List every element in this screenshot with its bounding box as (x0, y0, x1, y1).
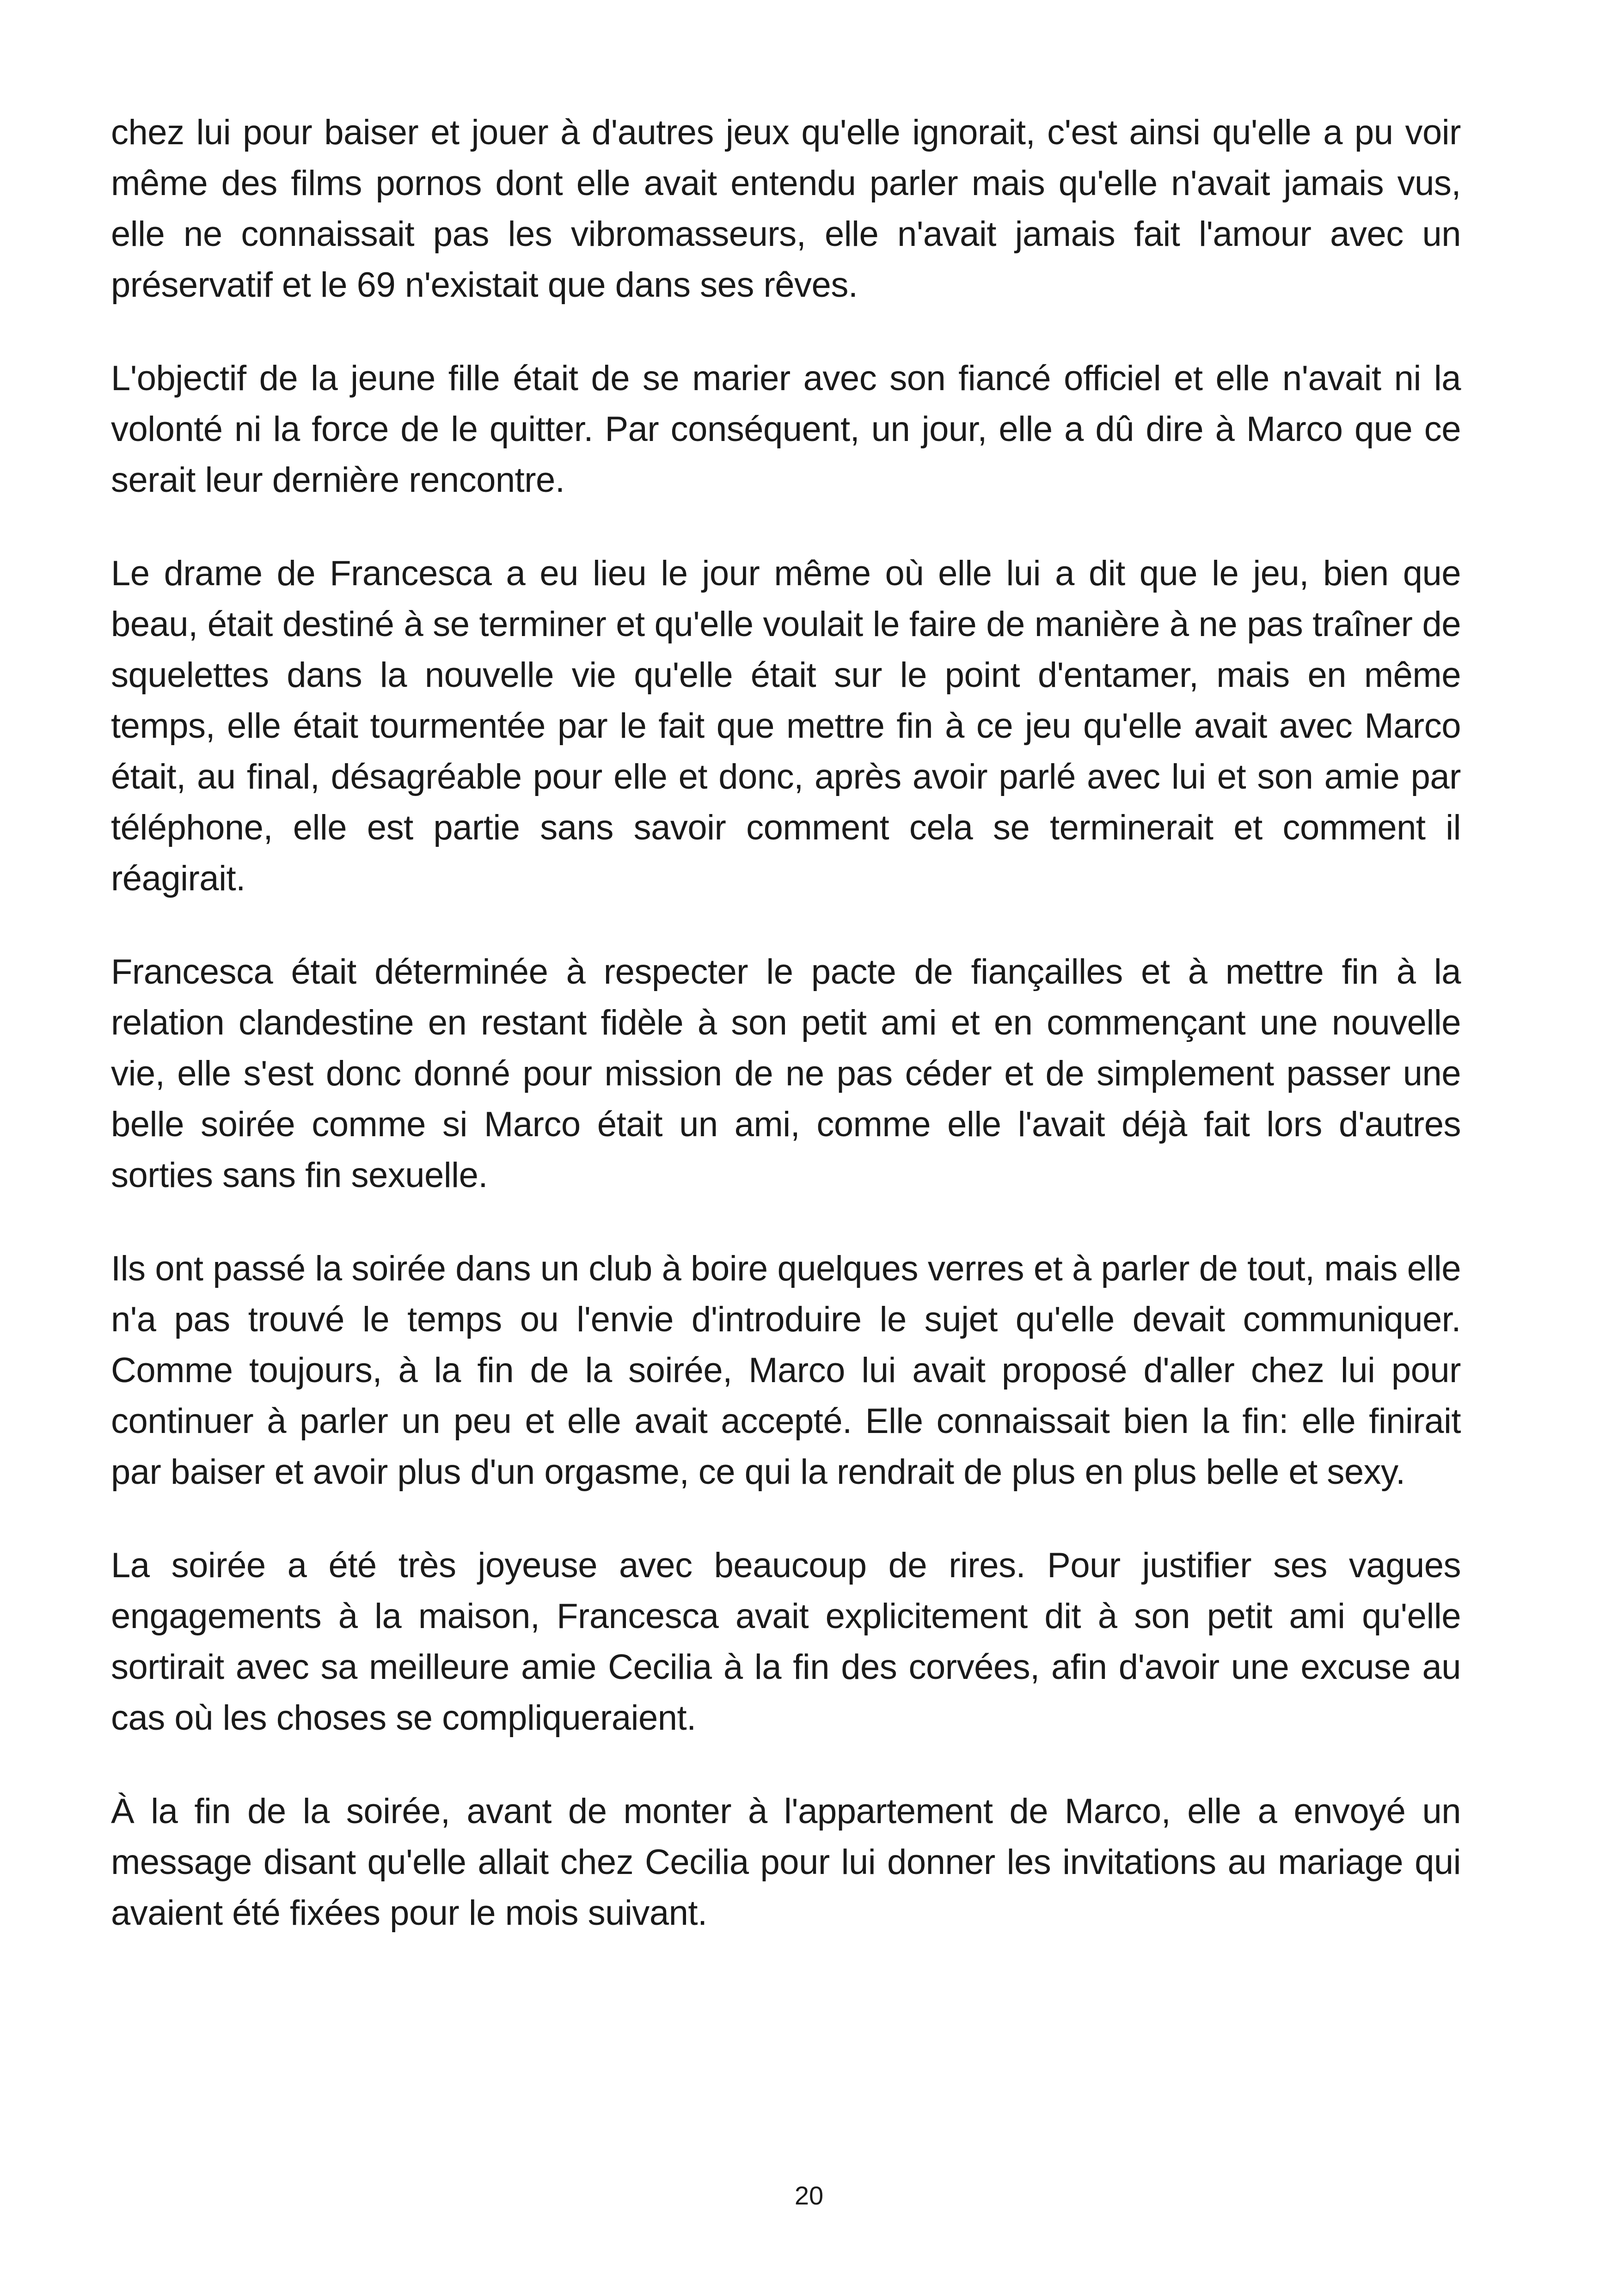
paragraph-7: À la fin de la soirée, avant de monter à l'appartement de Marco, elle a envoyé un message disant qu'elle allait chez Cecilia pour lui donner les invitations au mariage qui avaient été fixées pour le mois suivant. (111, 1792, 1461, 1933)
body-text (111, 107, 1461, 1981)
page-number: 20 (794, 2181, 824, 2210)
paragraph-3: Le drame de Francesca a eu lieu le jour même où elle lui a dit que le jeu, bien que beau, était destiné à se terminer et qu'elle voulait le faire de manière à ne pas traîner de squelettes dans la nouvelle vie qu'elle était sur le point d'entamer, mais en même temps, elle était tourmentée par le fait que mettre fin à ce jeu qu'elle avait avec Marco était, au final, désagréable pour elle et donc, après avoir parlé avec lui et son amie par téléphone, elle est partie sans savoir comment cela se terminerait et comment il réagirait. (111, 554, 1461, 898)
paragraph-6: La soirée a été très joyeuse avec beaucoup de rires. Pour justifier ses vagues engagements à la maison, Francesca avait explicitement dit à son petit ami qu'elle sortirait avec sa meilleure amie Cecilia à la fin des corvées, afin d'avoir une excuse au cas où les choses se compliqueraient. (111, 1546, 1461, 1738)
paragraph-2: L'objectif de la jeune fille était de se marier avec son fiancé officiel et elle n'avait ni la volonté ni la force de le quitter. Par conséquent, un jour, elle a dû dire à Marco que ce serait leur dernière rencontre. (111, 359, 1461, 500)
paragraph-1: chez lui pour baiser et jouer à d'autres jeux qu'elle ignorait, c'est ainsi qu'elle a pu voir même des films pornos dont elle avait entendu parler mais qu'elle n'avait jamais vus, elle ne connaissait pas les vibromasseurs, elle n'avait jamais fait l'amour avec un préservatif et le 69 n'existait que dans ses rêves. (111, 113, 1461, 305)
paragraph-5: Ils ont passé la soirée dans un club à boire quelques verres et à parler de tout, mais elle n'a pas trouvé le temps ou l'envie d'introduire le sujet qu'elle devait communiquer. Comme toujours, à la fin de la soirée, Marco lui avait proposé d'aller chez lui pour continuer à parler un peu et elle avait accepté. Elle connaissait bien la fin: elle finirait par baiser et avoir plus d'un orgasme, ce qui la rendrait de plus en plus belle et sexy. (111, 1249, 1461, 1492)
paragraph-4: Francesca était déterminée à respecter le pacte de fiançailles et à mettre fin à la relation clandestine en restant fidèle à son petit ami et en commençant une nouvelle vie, elle s'est donc donné pour mission de ne pas céder et de simplement passer une belle soirée comme si Marco était un ami, comme elle l'avait déjà fait lors d'autres sorties sans fin sexuelle. (111, 952, 1461, 1195)
